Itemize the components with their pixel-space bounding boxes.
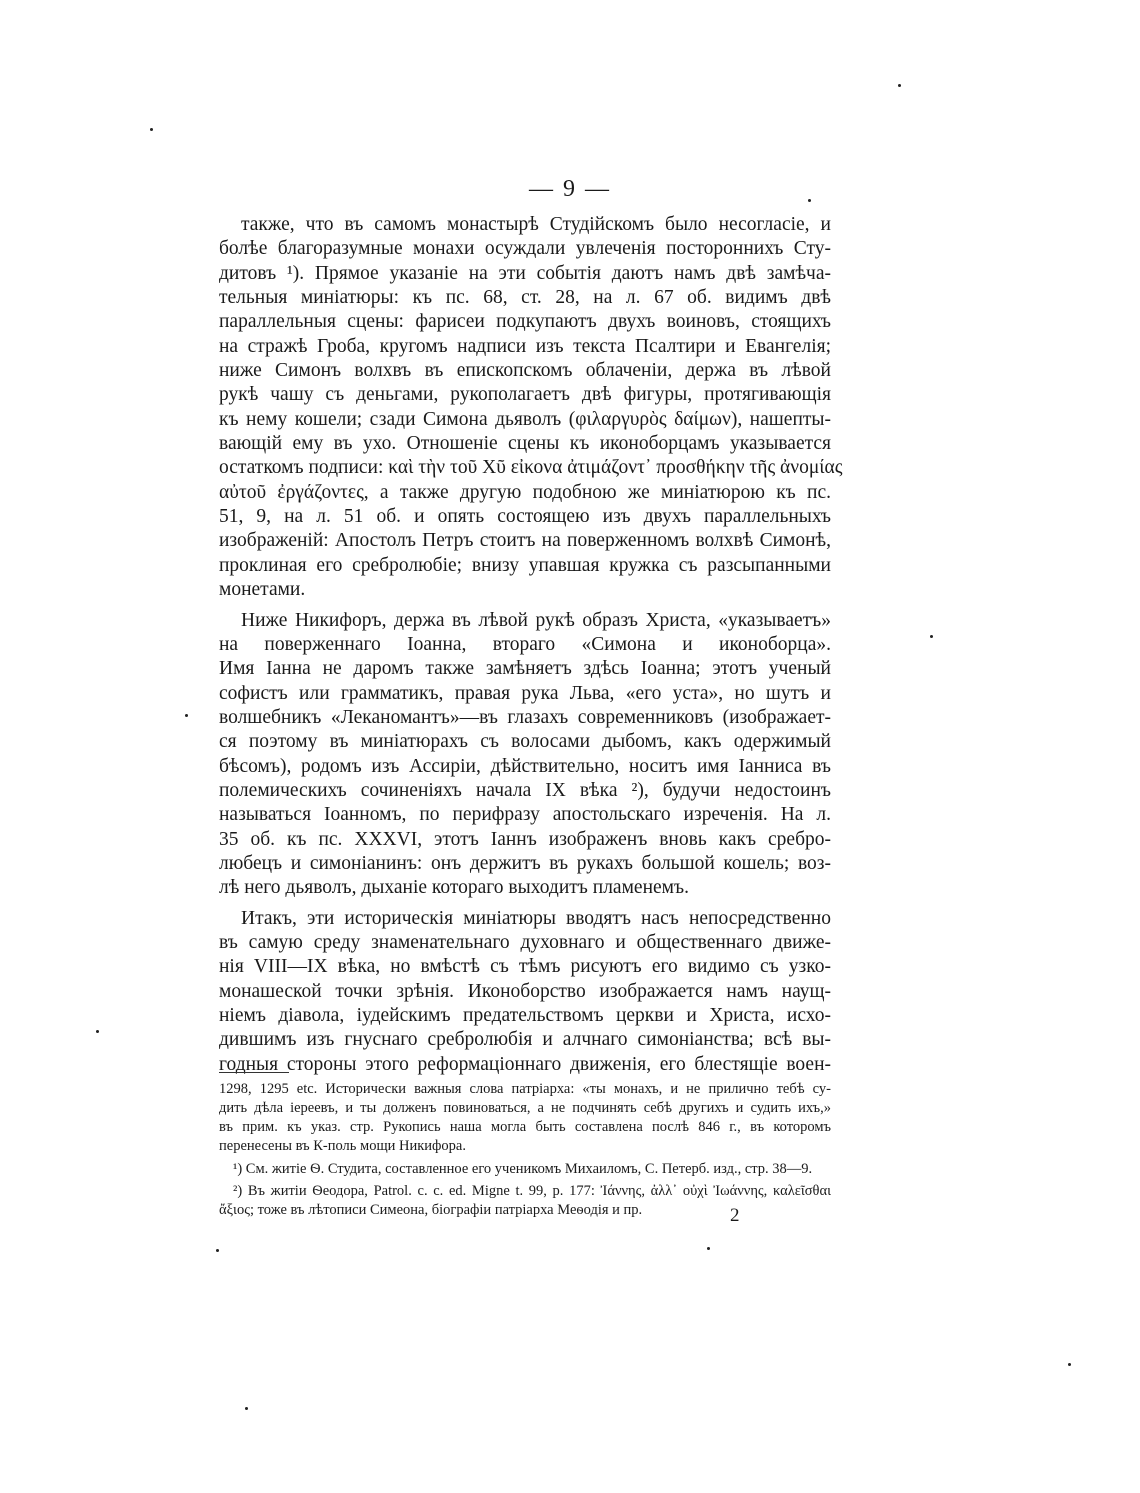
text-line: вающій ему въ ухо. Отношеніе сцены къ иконоборцамъ указывается xyxy=(219,433,831,455)
text-line: на поверженнаго Іоанна, втораго «Симона и иконоборца». xyxy=(219,633,831,655)
text-line: дившимъ изъ гнуснаго сребролюбія и алчнаго симоніанства; всѣ вы- xyxy=(219,1029,831,1051)
text-line: 35 об. къ пс. XXXVI, этотъ Іаннъ изображенъ вновь какъ сребро- xyxy=(219,828,831,850)
text-line: проклиная его сребролюбіе; внизу упавшая кружка съ разсыпанными xyxy=(219,554,831,576)
text-line: Итакъ, эти историческія миніатюры вводятъ насъ непосредственно xyxy=(241,907,831,929)
text-line: остаткомъ подписи: καὶ τὴν τοῦ Χῦ εἰκονα ἀτιμάζοντ᾽ προσθήκην τῆς ἀνομίας xyxy=(219,457,843,479)
text-line: тельныя миніатюры: къ пс. 68, ст. 28, на л. 67 об. видимъ двѣ xyxy=(219,287,831,309)
footnote-line: перенесены въ К-поль мощи Никифора. xyxy=(219,1137,466,1154)
footnote-divider xyxy=(219,1072,289,1073)
text-line: монашеской точки зрѣнія. Иконоборство изображается намъ наущ- xyxy=(219,980,831,1002)
scan-speck xyxy=(808,199,811,202)
text-line: дитовъ ¹). Прямое указаніе на эти событія даютъ намъ двѣ замѣча- xyxy=(219,262,831,284)
scan-speck xyxy=(707,1247,710,1250)
text-line: полемическихъ сочиненіяхъ начала IX вѣка ²), будучи недостоинъ xyxy=(219,779,831,801)
text-line: αὐτοῦ ἐργάζοντες, а также другую подобною же миніатюрою къ пс. xyxy=(219,481,831,503)
text-line: параллельныя сцены: фарисеи подкупаютъ двухъ воиновъ, стоящихъ xyxy=(219,311,831,333)
text-line: Имя Іанна не даромъ также замѣняетъ здѣсь Іоанна; этотъ ученый xyxy=(219,658,831,680)
text-line: называться Іоанномъ, по перифразу апостольскаго изреченія. На л. xyxy=(219,804,831,826)
text-line: на стражѣ Гроба, кругомъ надписи изъ текста Псалтири и Евангелія; xyxy=(219,335,831,357)
text-line: 51, 9, на л. 51 об. и опять состоящею изъ двухъ параллельныхъ xyxy=(219,506,831,528)
footnote-line: ²) Въ житіи Ѳеодора, Patrol. c. c. ed. Migne t. 99, p. 177: Ἰάννης, ἀλλ᾽ οὐχὶ Ἰωάννης, καλεῖσθαι xyxy=(233,1183,831,1200)
footnote-line: 1298, 1295 etc. Исторически важныя слова патріарха: «ты монахъ, и не прилично тебѣ су- xyxy=(219,1081,831,1097)
text-line: ниже Симонъ волхвъ въ епископскомъ облаченіи, держа въ лѣвой xyxy=(219,360,831,382)
text-line: бѣсомъ), родомъ изъ Ассиріи, дѣйствительно, носитъ имя Іанниса въ xyxy=(219,755,831,777)
text-line: въ самую среду знаменательнаго духовнаго и общественнаго движе- xyxy=(219,931,831,953)
footnote-line: ἄξιος; тоже въ лѣтописи Симеона, біографіи патріарха Меѳодія и пр. xyxy=(219,1202,643,1219)
text-line: Ниже Никифоръ, держа въ лѣвой рукѣ образъ Христа, «указываетъ» xyxy=(241,609,831,631)
scan-speck xyxy=(216,1249,219,1252)
text-line: монетами. xyxy=(219,579,306,601)
text-line: волшебникъ «Леканомантъ»—въ глазахъ современниковъ (изображает- xyxy=(219,706,831,728)
text-line: болѣе благоразумные монахи осуждали увлеченія постороннихъ Сту- xyxy=(219,238,831,260)
text-line: также, что въ самомъ монастырѣ Студійскомъ было несогласіе, и xyxy=(241,214,831,235)
text-line: ніемъ діавола, іудейскимъ предательствомъ церкви и Христа, исхо- xyxy=(219,1005,831,1026)
text-line: ся поэтому въ миніатюрахъ съ волосами дыбомъ, какъ одержимый xyxy=(219,731,831,753)
text-line: нія VIII—IX вѣка, но вмѣстѣ съ тѣмъ рисуютъ его видимо съ узко- xyxy=(219,956,831,978)
footnote-line: ¹) См. житіе Ѳ. Студита, составленное его ученикомъ Михаиломъ, С. Петерб. изд., стр. 38—9. xyxy=(233,1160,813,1177)
scan-speck xyxy=(150,128,153,131)
body-text xyxy=(219,213,843,1077)
text-line: къ нему кошели; сзади Симона дьяволъ (φιλαργυρὸς δαίμων), нашепты- xyxy=(219,408,831,430)
scan-speck xyxy=(245,1407,248,1410)
scan-speck xyxy=(1068,1363,1071,1366)
text-line: софистъ или грамматикъ, правая рука Льва, «его уста», но шутъ и xyxy=(219,682,831,704)
scan-speck xyxy=(96,1030,99,1033)
text-line: лѣ него дьяволъ, дыханіе котораго выходитъ пламенемъ. xyxy=(219,877,689,899)
footnote-line: дить дѣла іереевъ, и ты долженъ повиноваться, а не подчинять себѣ другихъ и судить ихъ,» xyxy=(219,1099,831,1116)
text-line: любецъ и симоніанинъ: онъ держитъ въ рукахъ большой кошель; воз- xyxy=(219,852,831,874)
footnotes xyxy=(219,1080,831,1220)
scan-speck xyxy=(930,635,933,638)
page-number: — 9 — xyxy=(529,176,611,202)
text-line: рукѣ чашу съ деньгами, рукополагаетъ двѣ фигуры, протягивающія xyxy=(219,384,831,406)
text-line: изображеній: Апостолъ Петръ стоитъ на поверженномъ волхвѣ Симонѣ, xyxy=(219,530,831,552)
footnote-line: въ прим. къ указ. стр. Рукопись наша могла быть составлена послѣ 846 г., въ которомъ xyxy=(219,1118,831,1135)
text-line: годныя стороны этого реформаціоннаго движенія, его блестящіе воен- xyxy=(219,1053,831,1075)
signature-mark: 2 xyxy=(730,1205,740,1226)
scan-speck xyxy=(898,84,901,87)
scan-speck xyxy=(185,714,188,717)
